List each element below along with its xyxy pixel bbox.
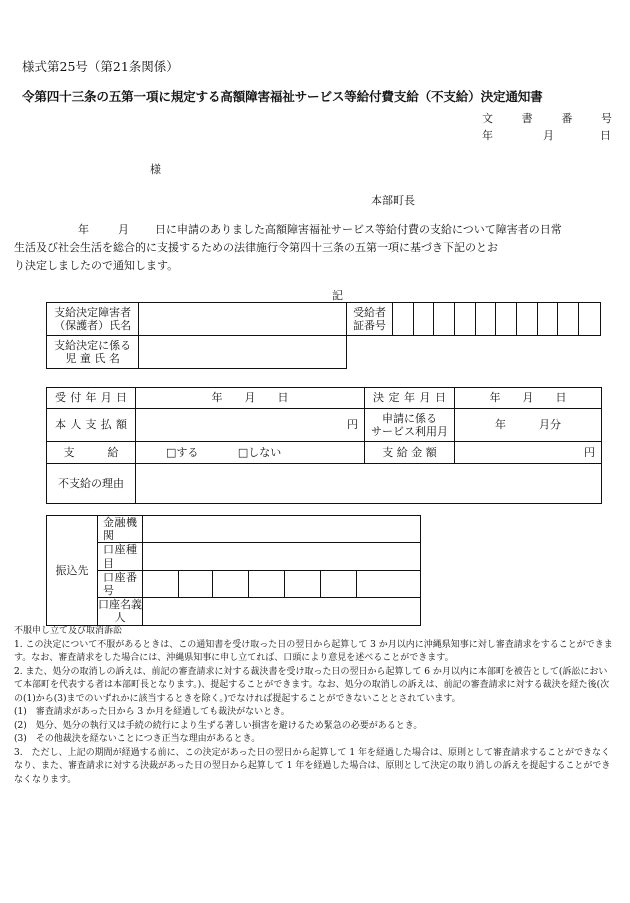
received-date-field[interactable]: 年 月 日 bbox=[136, 388, 365, 409]
addressee-honorific: 様 bbox=[150, 163, 161, 176]
certificate-digit-box[interactable] bbox=[517, 303, 538, 336]
pay-yes-checkbox[interactable]: □する bbox=[166, 445, 199, 459]
account-digit-box[interactable] bbox=[357, 570, 421, 597]
date-month-label: 月 bbox=[543, 129, 554, 142]
reason-label: 不支給の理由 bbox=[47, 464, 136, 504]
notes-paragraph-3: 3. ただし、上記の期間が経過する前に、この決定があった日の翌日から起算して 1 年を経過した場合は、原則として審査請求することができなくなり、また、審査請求に対する決裁があった日の翌日から起算して 1 年を経過した場合は、原則として決定の取り消しの訴えを提起することができなくなります。 bbox=[14, 747, 611, 785]
body-year: 年 bbox=[78, 223, 89, 236]
account-type-label: 口座種目 bbox=[98, 543, 143, 570]
body-text-line3: り決定しましたので通知します。 bbox=[14, 259, 179, 272]
notes-item-2: (2) 処分、処分の執行又は手続の続行により生ずる著しい損害を避けるため緊急の必要があるとき。 bbox=[14, 720, 423, 731]
notes-paragraph-1: 1. この決定について不服があるときは、この通知書を受け取った日の翌日から起算して 3 か月以内に沖縄県知事に対し審査請求をすることができます。なお、審査請求をした場合には、沖縄県知事に申し立てれば、口頭により意見を述べることができます。 bbox=[14, 639, 613, 663]
date-year-label: 年 bbox=[482, 129, 493, 142]
certificate-digit-box[interactable] bbox=[537, 303, 558, 336]
transfer-table bbox=[46, 515, 421, 626]
certificate-digit-box[interactable] bbox=[392, 303, 413, 336]
pay-label: 支 給 bbox=[47, 442, 136, 464]
account-digit-box[interactable] bbox=[143, 570, 179, 597]
pay-no-checkbox[interactable]: □しない bbox=[237, 445, 282, 459]
ki-label: 記 bbox=[332, 289, 343, 302]
child-name-field[interactable] bbox=[139, 336, 347, 369]
account-digit-box[interactable] bbox=[285, 570, 321, 597]
certificate-number-label: 受給者 証番号 bbox=[347, 303, 393, 336]
service-month-field[interactable]: 年 月分 bbox=[455, 409, 602, 442]
decision-date-label: 決定年月日 bbox=[365, 388, 455, 409]
certificate-digit-box[interactable] bbox=[413, 303, 434, 336]
service-month-label: 申請に係る サービス利用月 bbox=[365, 409, 455, 442]
certificate-digit-box[interactable] bbox=[454, 303, 475, 336]
self-pay-field[interactable]: 円 bbox=[136, 409, 365, 442]
notes-paragraph-2: 2. また、処分の取消しの訴えは、前記の審査請求に対する裁決書を受け取った日の翌日から起算して 6 か月以内に本部町を被告として(訴訟において本部町を代表する者は本部町長となります。)、提起することができます。なお、処分の取消しの訴えは、前記の審査請求に対する裁決を経た後(次の(1)から(3)までのいずれかに該当するときを除く。)でなければ提起することができないこととされています。 bbox=[14, 666, 610, 704]
decision-table bbox=[46, 387, 602, 504]
doc-number-label: 文 書 番 号 bbox=[482, 112, 612, 125]
reason-field[interactable] bbox=[136, 464, 602, 504]
body-text-line1: 日に申請のありました高額障害福祉サービス等給付費の支給について障害者の日常 bbox=[155, 223, 562, 236]
account-number-label: 口座番号 bbox=[98, 570, 143, 597]
account-holder-label: 口座名義人 bbox=[98, 598, 142, 625]
body-month: 月 bbox=[118, 223, 129, 236]
pay-options bbox=[136, 442, 365, 464]
certificate-digit-box[interactable] bbox=[579, 303, 601, 336]
bank-field[interactable] bbox=[143, 516, 421, 543]
transfer-label: 振込先 bbox=[47, 516, 98, 626]
notes-item-1: (1) 審査請求があった日から 3 か月を経過しても裁決がないとき。 bbox=[14, 707, 290, 717]
amount-label: 支 給 金 額 bbox=[365, 442, 455, 464]
certificate-digit-box[interactable] bbox=[558, 303, 579, 336]
recipient-name-field[interactable] bbox=[139, 303, 347, 336]
account-digit-box[interactable] bbox=[179, 570, 213, 597]
account-digit-box[interactable] bbox=[321, 570, 357, 597]
received-date-label: 受付年月日 bbox=[47, 388, 136, 409]
account-digit-box[interactable] bbox=[213, 570, 249, 597]
account-digit-box[interactable] bbox=[249, 570, 285, 597]
child-name-label: 支給決定に係る 児 童 氏 名 bbox=[47, 336, 139, 369]
account-type-field[interactable] bbox=[143, 543, 421, 570]
form-number: 様式第25号（第21条関係） bbox=[22, 59, 179, 74]
self-pay-label: 本人支払額 bbox=[47, 409, 136, 442]
appeal-notes bbox=[14, 625, 616, 787]
sender-name: 本部町長 bbox=[371, 194, 415, 207]
body-text-line2: 生活及び社会生活を総合的に支援するための法律施行令第四十三条の五第一項に基づき下記のとお bbox=[14, 241, 498, 254]
decision-date-field[interactable]: 年 月 日 bbox=[455, 388, 602, 409]
recipient-name-label: 支給決定障害者 （保護者）氏名 bbox=[47, 303, 139, 336]
account-holder-field[interactable] bbox=[143, 598, 421, 625]
document-title: 令第四十三条の五第一項に規定する高額障害福祉サービス等給付費支給（不支給）決定通知書 bbox=[22, 89, 543, 104]
bank-label: 金融機関 bbox=[98, 516, 143, 543]
certificate-digit-box[interactable] bbox=[475, 303, 496, 336]
certificate-digit-box[interactable] bbox=[496, 303, 517, 336]
certificate-digit-box[interactable] bbox=[434, 303, 455, 336]
notes-item-3: (3) その他裁決を経ないことにつき正当な理由があるとき。 bbox=[14, 734, 261, 744]
notes-heading: 不服申し立て及び取消訴訟 bbox=[14, 626, 123, 636]
date-day-label: 日 bbox=[600, 129, 611, 142]
amount-field[interactable]: 円 bbox=[455, 442, 602, 464]
recipient-table bbox=[46, 302, 601, 369]
